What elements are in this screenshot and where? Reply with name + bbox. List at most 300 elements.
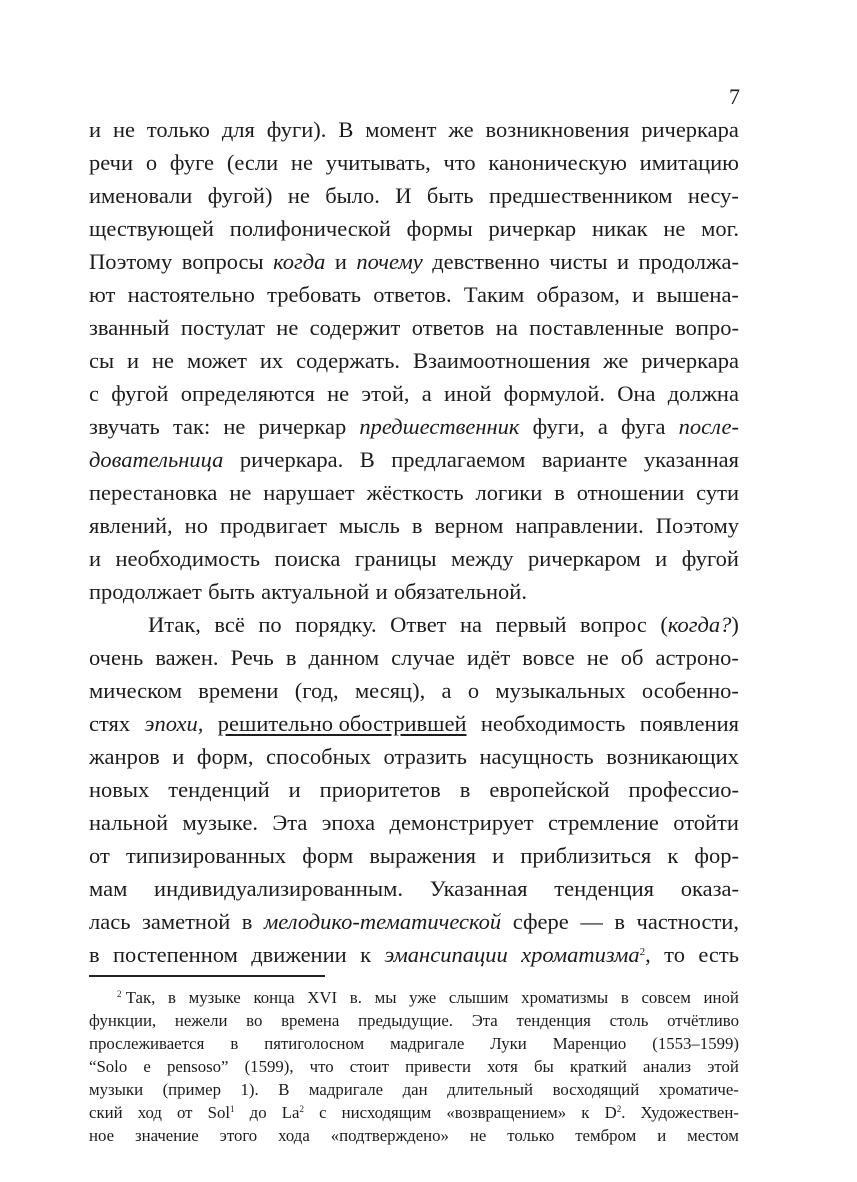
word: к (667, 843, 679, 868)
word: во (246, 1011, 263, 1030)
word: Поэтому (655, 513, 739, 538)
text-line (89, 212, 739, 246)
word: и (127, 348, 140, 373)
word: что (443, 150, 476, 175)
word: девственно (432, 249, 540, 274)
word: возникающих (606, 744, 739, 769)
word: содержать. (296, 348, 401, 373)
word: хода (278, 1126, 310, 1145)
word: и (375, 579, 388, 604)
text-line (89, 872, 739, 906)
word: Поэтому (89, 249, 173, 274)
word: быть (426, 183, 474, 208)
word: перестановка (89, 480, 218, 505)
word: чисты (549, 249, 608, 274)
word: в (230, 1034, 239, 1053)
word: по (258, 612, 282, 637)
word: не (276, 315, 299, 340)
word: варианте (541, 447, 628, 472)
word: требовать (267, 282, 362, 307)
word: ский (89, 1103, 123, 1122)
text-line (89, 311, 739, 345)
word: ричеркаром (527, 546, 641, 571)
word: нисходящим (341, 1103, 432, 1122)
word (521, 938, 651, 972)
word: Маренцио (552, 1034, 627, 1053)
word: . (621, 1103, 626, 1122)
word: местом (687, 1126, 739, 1145)
word: фугой) (207, 183, 273, 208)
word: Она (617, 381, 656, 406)
emphasis: довательница (89, 447, 224, 472)
word: речи (89, 150, 134, 175)
word: имитацию (639, 150, 739, 175)
word: продвигает (219, 513, 328, 538)
word: важен. (155, 645, 219, 670)
word: Ответ (390, 612, 447, 637)
word: приоритетов (319, 777, 441, 802)
word: к (360, 942, 371, 967)
word: форм (302, 843, 354, 868)
word: профессио- (628, 777, 739, 802)
word: индивидуализированным. (154, 876, 403, 901)
word: в (614, 909, 625, 934)
word: лась (89, 909, 131, 934)
word: именовали (89, 183, 193, 208)
word: для (221, 117, 255, 142)
word: поставленные (529, 315, 664, 340)
word: момент (365, 117, 437, 142)
word: хроматизмы (521, 988, 609, 1007)
footnote-line (89, 1032, 739, 1055)
word: восходящий (552, 1080, 640, 1099)
word: способных (266, 744, 371, 769)
word: данном (308, 645, 380, 670)
word: этой (707, 1057, 739, 1076)
word: определяются (180, 381, 315, 406)
word: нарушает (263, 480, 355, 505)
emphasis: эмансипации (384, 942, 508, 967)
text-line (89, 641, 739, 675)
word: функции, (89, 1011, 157, 1030)
word: звучать (89, 414, 160, 439)
word: сути (696, 480, 739, 505)
word: В (278, 1080, 290, 1099)
footnote-separator (89, 975, 325, 977)
word: ричеркара (641, 348, 739, 373)
word: а (441, 678, 452, 703)
text-line (89, 905, 739, 939)
word: границы (354, 546, 437, 571)
word: нежели (174, 1011, 228, 1030)
word: всё (214, 612, 245, 637)
word: от (177, 1103, 193, 1122)
word: XVI (307, 988, 338, 1007)
word: предлагаемом (391, 447, 526, 472)
word: званный (89, 315, 170, 340)
word: — (580, 909, 603, 934)
word (282, 1101, 304, 1124)
text-line (89, 410, 739, 444)
word: В (359, 447, 375, 472)
word: музыке. (182, 810, 258, 835)
word: (пример (162, 1080, 221, 1099)
text-line (89, 113, 739, 147)
word: частности, (636, 909, 739, 934)
word: тембром (575, 1126, 637, 1145)
word: тенденция (516, 1011, 591, 1030)
word: а (421, 381, 432, 406)
word (208, 1101, 235, 1124)
word: иной (703, 988, 739, 1007)
word: продолжает (89, 579, 202, 604)
word: и (616, 249, 629, 274)
footnote-line (89, 1009, 739, 1032)
word: полифонической (229, 216, 391, 241)
word: мадригале (390, 1034, 465, 1053)
word: анализ (643, 1057, 692, 1076)
word: привести (405, 1057, 471, 1076)
word: Sol (207, 1103, 231, 1122)
word: демонстрирует (389, 810, 534, 835)
word: с (89, 381, 99, 406)
word: направлении. (515, 513, 644, 538)
word: (1599), (244, 1057, 294, 1076)
word: формулой. (503, 381, 605, 406)
word: постепенном (113, 942, 238, 967)
word: насущность (479, 744, 594, 769)
word: мы (374, 988, 397, 1007)
word: мысль (339, 513, 400, 538)
word: мическом (89, 678, 182, 703)
word: очень (89, 645, 144, 670)
text-line (89, 344, 739, 378)
word: астроно- (655, 645, 739, 670)
word: Указанная (429, 876, 528, 901)
word: в (620, 988, 629, 1007)
word: и (334, 249, 347, 274)
word: стоит (349, 1057, 389, 1076)
word: в (241, 909, 253, 934)
word: что (309, 1057, 334, 1076)
text-line (89, 278, 739, 312)
word: совсем (641, 988, 691, 1007)
word: новых (89, 777, 150, 802)
word: не (327, 381, 350, 406)
text-line (89, 806, 739, 840)
word: длительный (447, 1080, 534, 1099)
word: ответов. (373, 282, 452, 307)
word: формы (406, 216, 473, 241)
footnote-line (117, 986, 739, 1009)
word: порядку. (295, 612, 377, 637)
word: особенно- (641, 678, 739, 703)
word: в (459, 777, 471, 802)
word: отчётливо (667, 1011, 739, 1030)
word: Итак, (148, 612, 201, 637)
word: выражения (369, 843, 477, 868)
word: хроматиче- (658, 1080, 739, 1099)
emphasis: почему (356, 249, 423, 274)
footnote-ref: 2 (639, 946, 646, 958)
word: значение (134, 1126, 199, 1145)
word: Художествен- (640, 1103, 739, 1122)
word: и (492, 843, 505, 868)
word: несу- (687, 183, 739, 208)
word: фугой (111, 381, 169, 406)
word: не (229, 480, 252, 505)
word: и (657, 1126, 667, 1145)
word: 2 (616, 1104, 622, 1114)
word: между (451, 546, 514, 571)
word: не (586, 645, 609, 670)
word: ричеркар (488, 216, 577, 241)
word: И (395, 183, 412, 208)
word: и (632, 282, 645, 307)
word: и (655, 546, 668, 571)
word: музыкальных (495, 678, 626, 703)
text-line (89, 443, 739, 477)
word: времена (281, 1011, 340, 1030)
underlined-phrase: решительно обострившей (217, 711, 467, 736)
footnote-number: 2 (117, 989, 122, 999)
word: предыдущие. (358, 1011, 453, 1030)
word: стях (89, 711, 131, 736)
emphasis: мелодико-тематической (263, 909, 502, 934)
word: этого (219, 1126, 258, 1145)
word: тенденций (168, 777, 270, 802)
word: ют (89, 282, 116, 307)
word: только (507, 1126, 555, 1145)
word: конца (253, 988, 295, 1007)
word: и (288, 777, 301, 802)
text-line (89, 707, 739, 741)
emphasis: предшественник (359, 414, 520, 439)
word: Речь (230, 645, 274, 670)
word (660, 608, 739, 642)
word: может (186, 348, 247, 373)
text-line (89, 575, 739, 609)
word: D (604, 1103, 617, 1122)
word: 1 (230, 1104, 235, 1114)
word: музыки (89, 1080, 144, 1099)
word: Таким (463, 282, 525, 307)
word: первый (495, 612, 567, 637)
word: не (663, 216, 686, 241)
word: ход (137, 1103, 162, 1122)
word: месяц), (354, 678, 426, 703)
word: каноническую (488, 150, 627, 175)
word: быть (208, 579, 255, 604)
word: фуги). (266, 117, 327, 142)
word: “Solo (89, 1057, 128, 1076)
text-line (89, 674, 739, 708)
word: необходимость (480, 711, 626, 736)
word: (год, (294, 678, 339, 703)
word: в (168, 988, 176, 1007)
word: сы (89, 348, 115, 373)
footnote-line (89, 1078, 739, 1101)
word: же (448, 117, 474, 142)
word: фуге (169, 150, 215, 175)
word: обязательной. (393, 579, 527, 604)
word: иной (443, 381, 492, 406)
word: необходимость (115, 546, 260, 571)
word: фугой (681, 546, 739, 571)
footnote-line (89, 1124, 739, 1147)
word: ответов (411, 315, 485, 340)
text-line (89, 377, 739, 411)
word: столь (609, 1011, 649, 1030)
word: вопросы (181, 249, 264, 274)
word: жёсткость (366, 480, 464, 505)
word: никак (591, 216, 648, 241)
page-number: 7 (729, 84, 740, 109)
word: заметной (142, 909, 231, 934)
word: учитывать, (325, 150, 431, 175)
word: Луки (490, 1034, 527, 1053)
word: поиска (274, 546, 341, 571)
word: отразить (383, 744, 467, 769)
word: на (460, 612, 483, 637)
word: европейской (489, 777, 610, 802)
word: не (290, 150, 313, 175)
word: мам (89, 876, 128, 901)
word: только (146, 117, 210, 142)
word: pensoso” (166, 1057, 229, 1076)
word: музыке (188, 988, 241, 1007)
word: в. (349, 988, 362, 1007)
word: не (112, 117, 135, 142)
word: оказа- (680, 876, 739, 901)
word: содержит (309, 315, 401, 340)
word: в (89, 942, 100, 967)
text-line (89, 740, 739, 774)
word: форм, (196, 744, 254, 769)
word: пятиголосном (264, 1034, 365, 1053)
word: продолжа- (638, 249, 739, 274)
word: фуга (621, 414, 666, 439)
text-line (89, 839, 739, 873)
word: актуальной (261, 579, 370, 604)
word: (если (226, 150, 279, 175)
word: о (467, 678, 480, 703)
text-line (89, 245, 739, 279)
word: было. (325, 183, 380, 208)
word: ( (660, 612, 668, 637)
word: вопро- (675, 315, 739, 340)
word: La (281, 1103, 300, 1122)
word: отношении (576, 480, 685, 505)
word: к (581, 1103, 590, 1122)
word: логики (475, 480, 543, 505)
word: в (554, 480, 565, 505)
word: Так, (125, 988, 156, 1007)
word: «подтверждено» (330, 1126, 449, 1145)
text-line (89, 542, 739, 576)
word: сфере (512, 909, 569, 934)
word: хотя (487, 1057, 518, 1076)
word: не (223, 414, 246, 439)
word: жанров (89, 744, 160, 769)
word: и (172, 744, 185, 769)
emphasis: когда? (667, 612, 732, 637)
word: об (620, 645, 644, 670)
word: от (89, 843, 110, 868)
word: 1). (240, 1080, 259, 1099)
text-line (89, 773, 739, 807)
word: и (89, 117, 102, 142)
word (605, 1101, 626, 1124)
word: идёт (466, 645, 511, 670)
word: 2 (299, 1104, 304, 1114)
word: В (338, 117, 354, 142)
word: мадригале (308, 1080, 384, 1099)
word: постулат (180, 315, 265, 340)
word: не (152, 348, 175, 373)
word: мог. (701, 216, 739, 241)
word: а (597, 414, 608, 439)
word: приблизиться (520, 843, 652, 868)
word: Взаимоотношения (412, 348, 591, 373)
text-line (148, 608, 739, 642)
emphasis: когда (273, 249, 326, 274)
text-line (89, 146, 739, 180)
word: появления (639, 711, 739, 736)
word: прослеживается (89, 1034, 205, 1053)
emphasis: после- (678, 414, 739, 439)
word: движении (251, 942, 347, 967)
word: тенденция (554, 876, 655, 901)
word (117, 986, 155, 1009)
word: фор- (694, 843, 739, 868)
word: их (259, 348, 284, 373)
emphasis: эпохи, (144, 711, 204, 736)
word: ществующей (89, 216, 214, 241)
word: уже (409, 988, 437, 1007)
footnote-line (89, 1055, 739, 1078)
word: времени (198, 678, 279, 703)
word: типизированных (125, 843, 287, 868)
word: , (645, 942, 651, 967)
word: есть (698, 942, 739, 967)
word: стремление (548, 810, 659, 835)
text-line (89, 476, 739, 510)
word: до (249, 1103, 267, 1122)
word: верном (434, 513, 504, 538)
word: о (145, 150, 158, 175)
word: Эта (471, 1011, 498, 1030)
word: ричеркара (641, 117, 739, 142)
word: возникновения (485, 117, 630, 142)
word: и (89, 546, 102, 571)
word: (1553–1599) (652, 1034, 739, 1053)
word: краткий (569, 1057, 627, 1076)
word: же (603, 348, 629, 373)
emphasis: хроматизма (521, 942, 640, 967)
word: ричеркар (258, 414, 347, 439)
footnote-line (89, 1101, 739, 1124)
word: в (411, 513, 423, 538)
word: указанная (643, 447, 739, 472)
word: то (664, 942, 685, 967)
text-line (89, 179, 739, 213)
text-line (89, 509, 739, 543)
word: настоятельно (127, 282, 255, 307)
word: в (285, 645, 297, 670)
word: с (319, 1103, 327, 1122)
word: дан (402, 1080, 428, 1099)
